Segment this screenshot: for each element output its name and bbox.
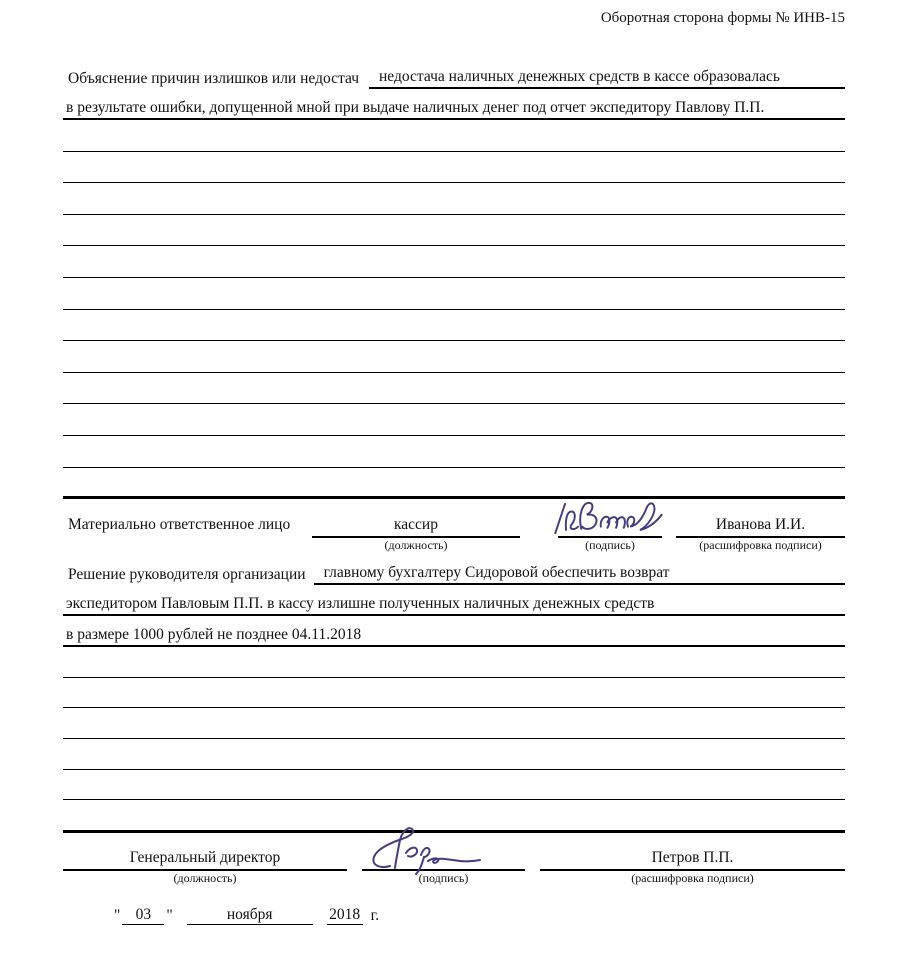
- blank-line: [63, 373, 845, 405]
- director-name-caption: (расшифровка подписи): [631, 871, 754, 885]
- date-day-value: 03: [122, 906, 164, 925]
- blank-rules-upper: [63, 120, 845, 499]
- decision-value-line2: экспедитором Павловым П.П. в кассу излишне полученных наличных денежных средств: [63, 585, 845, 616]
- responsible-name-caption: (расшифровка подписи): [699, 538, 822, 552]
- director-position-caption: (должность): [173, 871, 237, 885]
- decision-section: [63, 560, 845, 647]
- form-title: Оборотная сторона формы № ИНВ-15: [600, 10, 845, 26]
- blank-line: [63, 278, 845, 310]
- decision-row-1: [63, 560, 845, 585]
- blank-line: [63, 404, 845, 436]
- director-position-value: Генеральный директор: [63, 847, 347, 871]
- decision-value-line3: в размере 1000 рублей не позднее 04.11.2018: [63, 616, 845, 647]
- decision-value-line1: главному бухгалтеру Сидоровой обеспечить возврат: [314, 563, 845, 585]
- responsible-person-row: [63, 512, 845, 564]
- date-close-quote: ": [166, 907, 173, 924]
- responsible-person-label: Материально ответственное лицо: [68, 516, 291, 533]
- responsible-signature-line: [558, 514, 662, 538]
- blank-line: [63, 246, 845, 278]
- blank-line: [63, 708, 845, 739]
- decision-label: Решение руководителя организации: [68, 566, 306, 583]
- blank-line: [63, 215, 845, 247]
- director-position-column: [63, 847, 347, 886]
- blank-line: [63, 310, 845, 342]
- responsible-signature-column: [558, 514, 662, 553]
- blank-line: [63, 183, 845, 215]
- date-open-quote: ": [114, 907, 121, 924]
- responsible-position-value: кассир: [312, 514, 520, 538]
- date-row: [63, 904, 563, 925]
- blank-line: [63, 341, 845, 373]
- explanation-value-line1: недостача наличных денежных средств в кассе образовалась: [369, 67, 845, 89]
- explanation-row-1: [63, 66, 845, 89]
- explanation-section: [63, 66, 845, 120]
- director-signature-column: [362, 847, 525, 886]
- director-name-value: Петров П.П.: [540, 847, 845, 871]
- blank-line: [63, 436, 845, 468]
- explanation-value-line2: в результате ошибки, допущенной мной при выдаче наличных денег под отчет экспедитору Павлову П.П.: [63, 89, 845, 120]
- blank-line: [63, 120, 845, 152]
- blank-line: [63, 678, 845, 709]
- director-row: [63, 845, 845, 897]
- responsible-position-caption: (должность): [384, 538, 448, 552]
- director-signature-caption: (подпись): [418, 871, 469, 885]
- blank-rules-lower: [63, 647, 845, 800]
- date-year-suffix: г.: [370, 907, 380, 924]
- director-name-column: [540, 847, 845, 886]
- blank-line: [63, 739, 845, 770]
- explanation-label: Объяснение причин излишков или недостач: [68, 70, 359, 87]
- responsible-position-column: [312, 514, 520, 553]
- responsible-name-value: Иванова И.И.: [676, 514, 845, 538]
- blank-line: [63, 152, 845, 184]
- responsible-name-column: [676, 514, 845, 553]
- date-month-value: ноября: [187, 906, 313, 925]
- blank-line: [63, 647, 845, 678]
- blank-line: [63, 468, 845, 500]
- blank-line: [63, 770, 845, 801]
- director-signature-line: [362, 847, 525, 871]
- responsible-signature-caption: (подпись): [585, 538, 635, 552]
- date-year-value: 2018: [327, 906, 363, 925]
- section-divider-line: [63, 830, 845, 833]
